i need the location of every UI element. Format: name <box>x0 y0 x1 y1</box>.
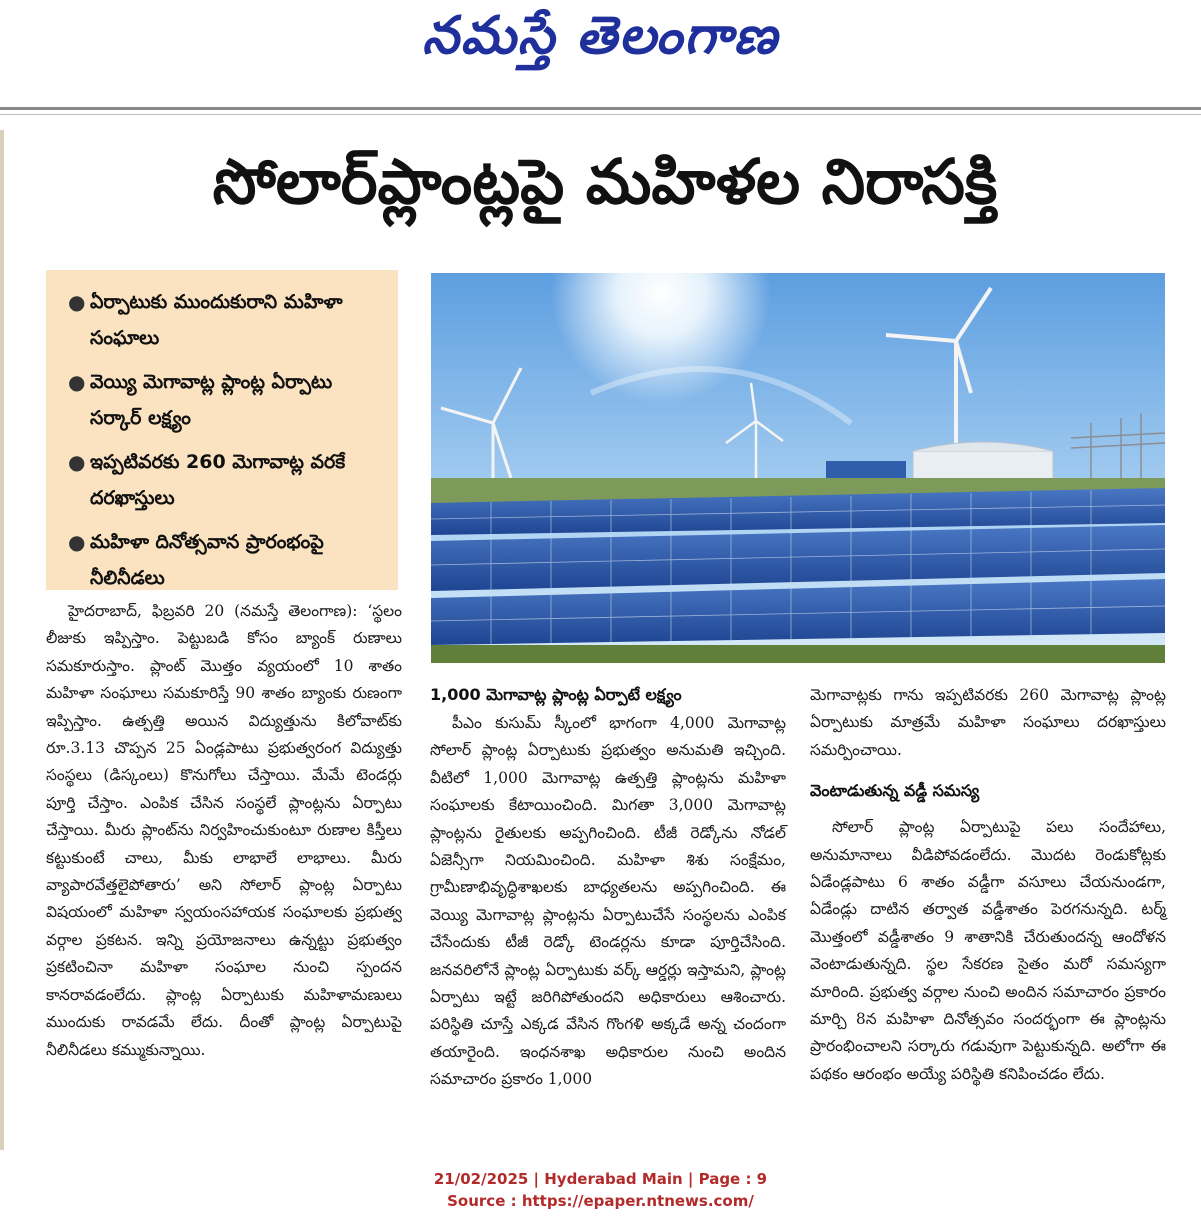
grass-strip <box>431 645 1165 663</box>
article-paragraph: సోలార్‌ ప్లాంట్ల ఏర్పాటుపై పలు సందేహాలు, అనుమానాలు వీడిపోవడంలేదు. మొదట రెండుకోట్లకు ఏడేండ్లపాటు 6 శాతం వడ్డీగా వసూలు చేయనుండగా, ఏడేండ్లు దాటిన తర్వాత వడ్డీశాతం పెరగనున్నది. టర్మ్‌ మొత్తంలో వడ్డీశాతం 9 శాతానికి చేరుతుందన్న ఆందోళన వెంటాడుతున్నది. స్థల సేకరణ సైతం మరో సమస్యగా మారింది. ప్రభుత్వ వర్గాల నుంచి అందిన సమాచారం ప్రకారం మార్చి 8న మహిళా దినోత్సవం సందర్భంగా ఈ ప్లాంట్లను ప్రారంభించాలని సర్కారు గడువుగా పెట్టుకున్నది. అలోగా ఈ పథకం ఆరంభం అయ్యే పరిస్థితి కనిపించడం లేదు. <box>810 818 1166 1083</box>
highlight-text: ఏర్పాటుకు ముందుకురాని మహిళా సంఘాలు <box>90 291 343 349</box>
highlight-item <box>68 364 380 436</box>
bullet-icon: ● <box>68 370 86 394</box>
highlight-text: వెయ్యి మెగావాట్ల ప్లాంట్ల ఏర్పాటు సర్కార్‌ లక్ష్యం <box>90 371 333 429</box>
newspaper-logo: నమస్తే తెలంగాణ <box>422 6 779 66</box>
highlight-text: మహిళా దినోత్సవాన ప్రారంభంపై నీలినీడలు <box>90 531 324 589</box>
adjacent-page-edge <box>0 130 4 1150</box>
solar-farm-illustration <box>431 273 1165 663</box>
bullet-icon: ● <box>68 530 86 554</box>
subheading-interest: వెంటాడుతున్న వడ్డీ సమస్య <box>810 781 980 801</box>
article-paragraph: పీఎం కుసుమ్‌ స్కీంలో భాగంగా 4,000 మెగావాట్ల సోలార్‌ ప్లాంట్ల ఏర్పాటుకు ప్రభుత్వం అనుమతి ఇచ్చింది. వీటిలో 1,000 మెగావాట్ల ఉత్పత్తి ప్లాంట్లను మహిళా సంఘాలకు కేటాయించింది. మిగతా 3,000 మెగావాట్ల ప్లాంట్లను రైతులకు అప్పగించింది. టీజీ రెడ్కోను నోడల్‌ ఏజెన్సీగా నియమించింది. మహిళా శిశు సంక్షేమం, గ్రామీణాభివృద్ధిశాఖలకు బాధ్యతలను అప్పగించింది. ఈ వెయ్యి మెగావాట్ల ప్లాంట్లను ఏర్పాటుచేసే సంస్థలను ఎంపిక చేసేందుకు టీజీ రెడ్కో టెండర్లను కూడా పూర్తిచేసింది. జనవరిలోనే ప్లాంట్ల ఏర్పాటుకు వర్క్‌ ఆర్డర్లు ఇస్తామని, ప్లాంట్ల ఏర్పాటు ఇట్టే జరిగిపోతుందని అధికారులు ఆశించారు. పరిస్థితి చూస్తే ఎక్కడ వేసిన గొంగళి అక్కడే అన్న చందంగా తయారైంది. ఇంధనశాఖ అధికారుల నుంచి అందిన సమాచారం ప్రకారం 1,000 <box>430 714 786 1089</box>
highlight-text: ఇప్పటివరకు 260 మెగావాట్ల వరకే దరఖాస్తులు <box>90 451 346 509</box>
solar-farm-photo <box>431 273 1165 663</box>
footer-date-edition: 21/02/2025 | Hyderabad Main | Page : 9 <box>433 1170 768 1188</box>
bullet-icon: ● <box>68 450 86 474</box>
bullet-icon: ● <box>68 290 86 314</box>
masthead-rule <box>0 107 1201 110</box>
masthead <box>0 0 1201 100</box>
highlight-item <box>68 284 380 356</box>
article-column-1 <box>46 598 402 1064</box>
article-column-2 <box>430 682 786 1094</box>
footer-source: Source : https://epaper.ntnews.com/ <box>447 1192 754 1210</box>
solar-panel-rows <box>431 488 1165 645</box>
masthead-rule-thin <box>0 114 1201 115</box>
highlight-item <box>68 524 380 596</box>
article-paragraph: హైదరాబాద్‌, ఫిబ్రవరి 20 (నమస్తే తెలంగాణ): ‘స్థలం లీజుకు ఇప్పిస్తాం. పెట్టుబడి కోసం బ్యాంక్‌ రుణాలు సమకూరుస్తాం. ప్లాంట్‌ మొత్తం వ్యయంలో 10 శాతం మహిళా సంఘాలు సమకూరిస్తే 90 శాతం బ్యాంకు రుణంగా ఇప్పిస్తాం. ఉత్పత్తి అయిన విద్యుత్తును కిలోవాట్‌కు రూ.3.13 చొప్పన 25 ఏండ్లపాటు ప్రభుత్వరంగ విద్యుత్తు సంస్థలు (డిస్కంలు) కొనుగోలు చేస్తాయి. మేమే టెండర్లు పూర్తి చేస్తాం. ఎంపిక చేసిన సంస్థలే ప్లాంట్లను ఏర్పాటు చేస్తాయి. మీరు ప్లాంట్‌ను నిర్వహించుకుంటూ రుణాల కిస్తీలు కట్టుకుంటే చాలు, మీకు లాభాలే లాభాలు. మీరు వ్యాపారవేత్తలైపోతారు’ అని సోలార్‌ ప్లాంట్ల ఏర్పాటు విషయంలో మహిళా స్వయంసహాయక సంఘాలకు ప్రభుత్వ వర్గాల ప్రకటన. ఇన్ని ప్రయోజనాలు ఉన్నట్టు ప్రభుత్వం ప్రకటించినా మహిళా సంఘాల నుంచి స్పందన కానరావడంలేదు. ప్లాంట్ల ఏర్పాటుకు మహిళామణులు ముందుకు రావడమే లేదు. దీంతో ప్లాంట్ల ఏర్పాటుపై నీలినీడలు కమ్ముకున్నాయి. <box>46 602 402 1059</box>
subheading-target: 1,000 మెగావాట్ల ప్లాంట్ల ఏర్పాటే లక్ష్యం <box>430 685 682 704</box>
highlight-item <box>68 444 380 516</box>
highlights-box <box>46 270 398 590</box>
article-paragraph: మెగావాట్లకు గాను ఇప్పటివరకు 260 మెగావాట్ల ప్లాంట్ల ఏర్పాటుకు మాత్రమే మహిళా సంఘాలు దరఖాస్తులు సమర్పించాయి. <box>810 686 1166 759</box>
article-column-3 <box>810 682 1166 1088</box>
article-headline: సోలార్‌ప్లాంట్లపై మహిళల నిరాసక్తి <box>212 145 998 218</box>
